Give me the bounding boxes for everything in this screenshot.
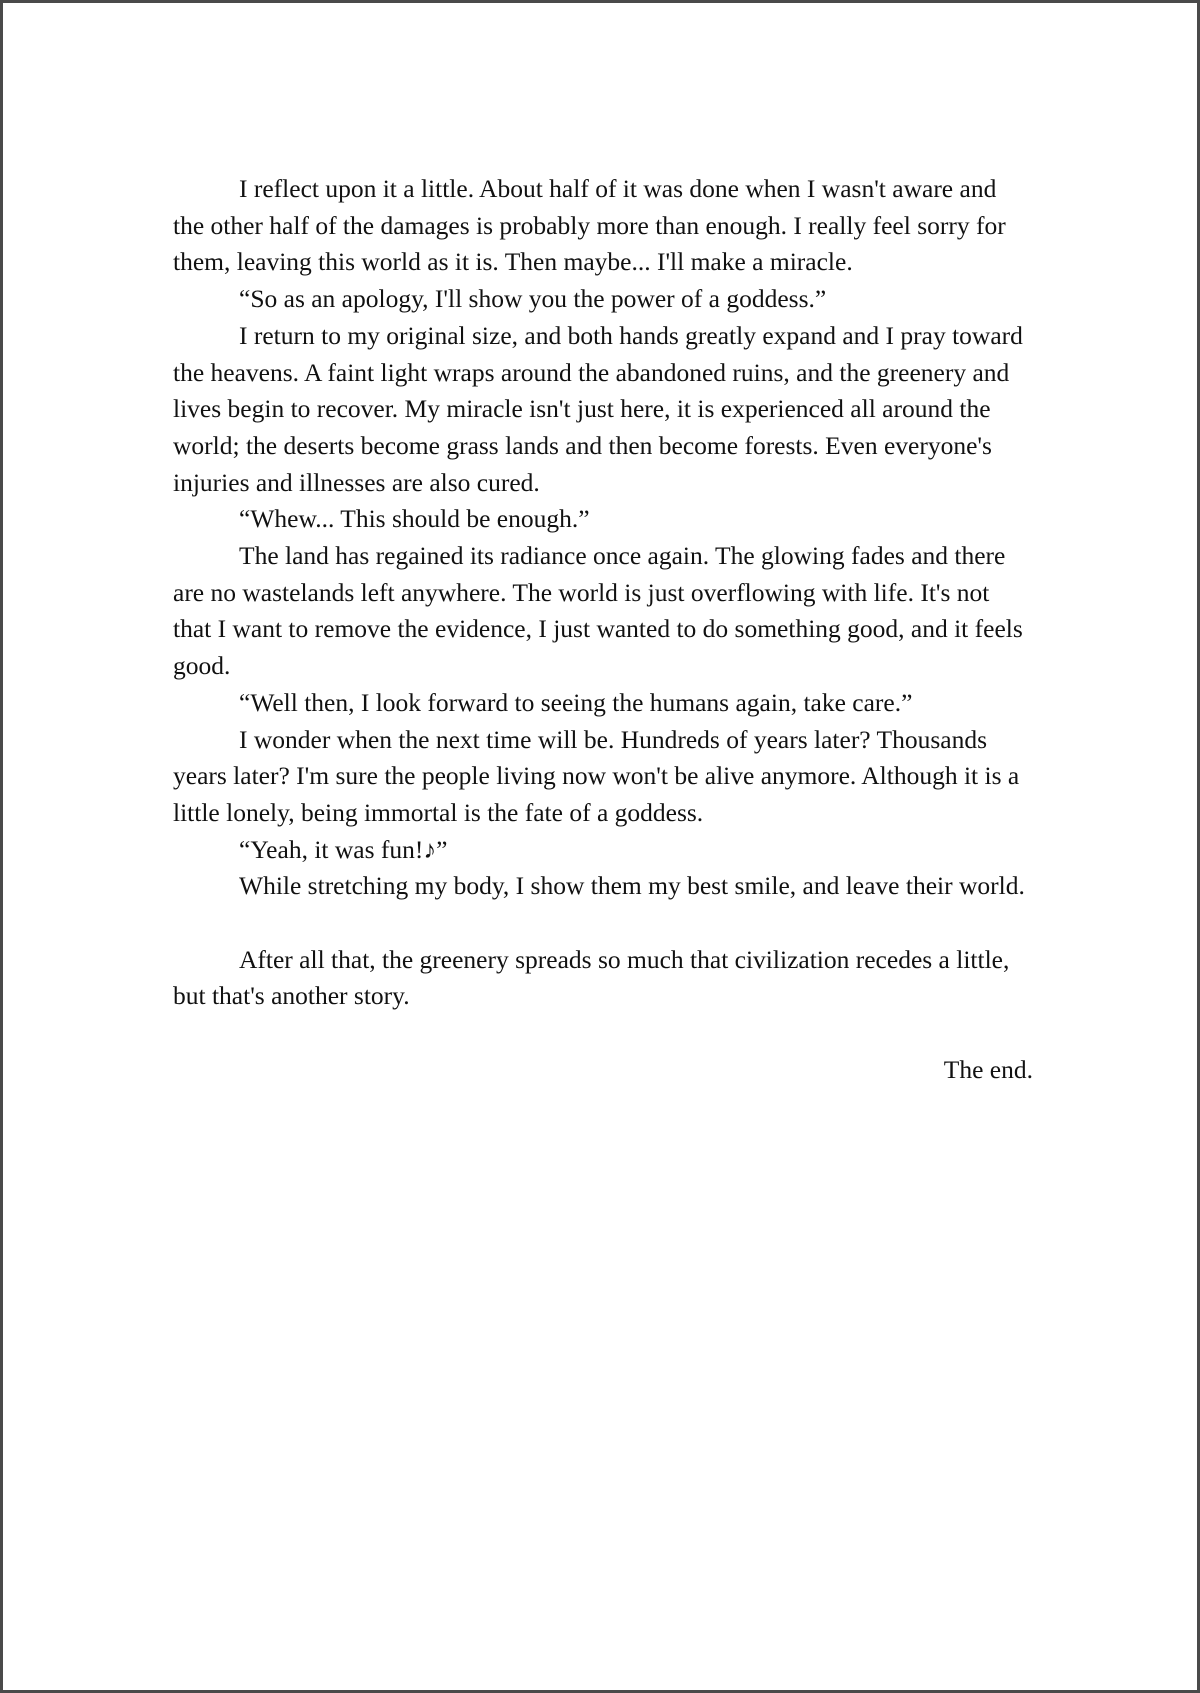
paragraph-miracle: I return to my original size, and both hands greatly expand and I pray toward the heavens. A faint light wraps around the abandoned ruins, and the greenery and lives begin to recover. My miracle isn't just here, it is experienced all around the world; the deserts become grass lands and then become forests. Even everyone's injuries and illnesses are also cured. [173, 320, 1023, 497]
paragraph-reflection: I reflect upon it a little. About half of it was done when I wasn't aware and the other half of the damages is probably more than enough. I really feel sorry for them, leaving this world as it is. Then maybe... I'll make a miracle. [173, 174, 1006, 277]
paragraph-fun-quote: “Yeah, it was fun!♪” [239, 834, 448, 864]
story-text [173, 171, 1033, 1089]
paragraph-spacer [173, 905, 1033, 942]
paragraph-wonder: I wonder when the next time will be. Hundreds of years later? Thousands years later? I'm sure the people living now won't be alive anymore. Although it is a little lonely, being immortal is the fate of a goddess. [173, 724, 1020, 827]
paragraph-apology-quote: “So as an apology, I'll show you the power of a goddess.” [239, 284, 827, 314]
paragraph-farewell-quote: “Well then, I look forward to seeing the humans again, take care.” [239, 687, 913, 717]
paragraph-epilogue: After all that, the greenery spreads so much that civilization recedes a little, but that's another story. [173, 944, 1010, 1011]
paragraph-radiance: The land has regained its radiance once again. The glowing fades and there are no wastelands left anywhere. The world is just overflowing with life. It's not that I want to remove the evidence, I just wanted to do something good, and it feels good. [173, 541, 1023, 681]
paragraph-leave-world: While stretching my body, I show them my best smile, and leave their world. [239, 871, 1025, 901]
paragraph-spacer [173, 1015, 1033, 1052]
paragraph-whew-quote: “Whew... This should be enough.” [239, 504, 590, 534]
the-end-label: The end. [943, 1054, 1033, 1084]
